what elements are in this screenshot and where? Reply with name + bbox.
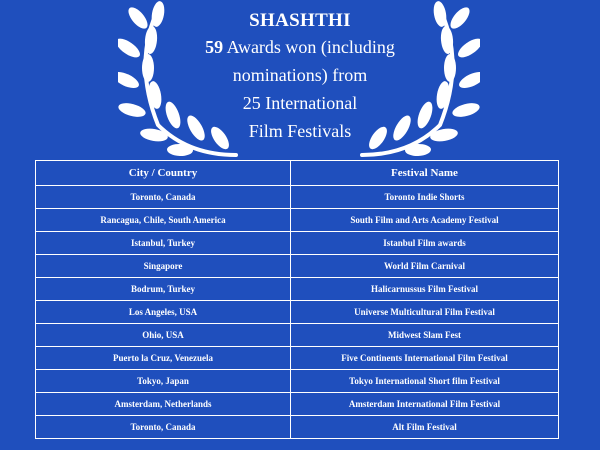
header <box>150 8 450 145</box>
film-festivals-line: Film Festivals <box>248 121 352 141</box>
city-cell: Toronto, Canada <box>36 186 291 209</box>
city-cell: Puerto la Cruz, Venezuela <box>36 347 291 370</box>
festival-cell: Universe Multicultural Film Festival <box>291 301 559 324</box>
festival-cell: World Film Carnival <box>291 255 559 278</box>
nominations-line: nominations) from <box>232 65 368 85</box>
city-cell: Tokyo, Japan <box>36 370 291 393</box>
table-row <box>36 232 559 255</box>
table-row <box>36 255 559 278</box>
city-cell: Rancagua, Chile, South America <box>36 209 291 232</box>
city-cell: Toronto, Canada <box>36 416 291 439</box>
table-header-row <box>36 161 559 186</box>
column-header-festival: Festival Name <box>291 161 559 186</box>
festival-cell: Istanbul Film awards <box>291 232 559 255</box>
festival-table <box>35 160 559 439</box>
table-row <box>36 324 559 347</box>
city-cell: Amsterdam, Netherlands <box>36 393 291 416</box>
film-title: SHASHTHI <box>249 10 351 31</box>
festival-count-line: 25 International <box>242 93 358 113</box>
city-cell: Bodrum, Turkey <box>36 278 291 301</box>
city-cell: Singapore <box>36 255 291 278</box>
city-cell: Los Angeles, USA <box>36 301 291 324</box>
festival-cell: Toronto Indie Shorts <box>291 186 559 209</box>
festival-cell: Amsterdam International Film Festival <box>291 393 559 416</box>
table-row <box>36 301 559 324</box>
table-row <box>36 347 559 370</box>
table-row <box>36 278 559 301</box>
city-cell: Ohio, USA <box>36 324 291 347</box>
awards-line <box>150 33 450 61</box>
table-row <box>36 416 559 439</box>
table-row <box>36 186 559 209</box>
awards-count: 59 <box>205 37 224 57</box>
festival-cell: Halicarnussus Film Festival <box>291 278 559 301</box>
table-row <box>36 393 559 416</box>
festival-cell: Midwest Slam Fest <box>291 324 559 347</box>
table-row <box>36 209 559 232</box>
festival-cell: South Film and Arts Academy Festival <box>291 209 559 232</box>
table-row <box>36 370 559 393</box>
festival-cell: Alt Film Festival <box>291 416 559 439</box>
awards-text: Awards won (including <box>226 37 395 57</box>
column-header-city: City / Country <box>36 161 291 186</box>
festival-cell: Tokyo International Short film Festival <box>291 370 559 393</box>
city-cell: Istanbul, Turkey <box>36 232 291 255</box>
festival-cell: Five Continents International Film Festival <box>291 347 559 370</box>
